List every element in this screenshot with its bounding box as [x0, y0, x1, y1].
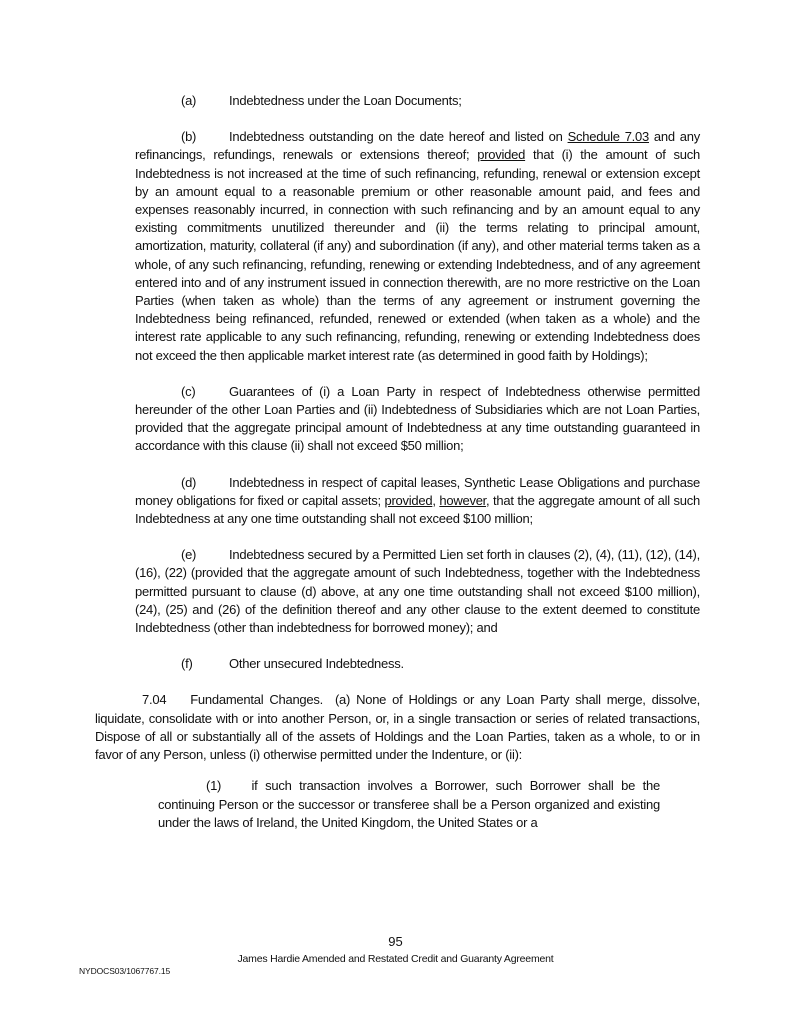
section-number: 7.04 — [142, 692, 167, 708]
clause-label: (e) — [181, 547, 197, 563]
provided-term: provided — [384, 492, 433, 508]
clause-text: that (i) the amount of such Indebtedness is not increased at the time of such refinancing, refunding, renewal or extension except by an amount equal to a reasonable premium or other reasonable amount paid, and fees and expenses reasonably incurred, in connection with such refinancing and by an amount equal to any existing commitments unutilized thereunder and (ii) the terms relating to principal amount, amortization, maturity, collateral (if any) and subordination (if any), and other material terms taken as a whole, of any such refinancing, refunding, renewing or extending Indebtedness, and of any agreement entered into and of any instrument issued in connection therewith, are no more restrictive on the Loan Parties (when taken as whole) than the terms of any agreement or instrument governing the Indebtedness being refinanced, refunded, renewed or extended (when taken as a whole) and the interest rate applicable to any such refinancing, refunding, renewing or extending Indebtedness does not exceed the then applicable market interest rate (as determined in good faith by Holdings); — [135, 147, 700, 363]
clause-text: Indebtedness under the Loan Documents; — [229, 93, 462, 108]
clause-d — [135, 474, 700, 529]
clause-e — [135, 546, 700, 637]
clause-a — [135, 92, 700, 110]
provided-term: provided — [477, 147, 526, 163]
schedule-reference: Schedule 7.03 — [567, 129, 649, 145]
document-id: NYDOCS03/1067767.15 — [79, 966, 171, 976]
clause-label: (b) — [181, 129, 197, 145]
clause-text: Indebtedness in respect of capital leases, Synthetic Lease Obligations and purchase money obligations for fixed or capital assets; — [135, 474, 700, 508]
clause-label: (c) — [181, 383, 196, 399]
clause-comma: , — [432, 492, 440, 508]
clause-c — [135, 383, 700, 456]
clause-label: (f) — [181, 656, 193, 672]
page-number: 95 — [388, 934, 403, 949]
clause-label: (d) — [181, 474, 197, 490]
section-text: (a) None of Holdings or any Loan Party shall merge, dissolve, liquidate, consolidate with or into another Person, or, in a single transaction or series of related transactions, Dispose of all or substantially all of the assets of Holdings and the Loan Parties, taken as a whole, to or in favor of any Person, unless (i) otherwise permitted under the Indenture, or (ii): — [95, 692, 700, 763]
clause-label: (a) — [181, 93, 197, 108]
clause-text: Other unsecured Indebtedness. — [229, 656, 404, 672]
sub-clause-label: (1) — [206, 778, 222, 794]
section-paragraph — [95, 691, 700, 764]
sub-clause-text: if such transaction involves a Borrower, such Borrower shall be the continuing Person or the successor or transferee shall be a Person organized and existing under the laws of Ireland, the United Kingdom, the United States or a — [158, 778, 660, 830]
section-7-04 — [95, 691, 700, 831]
section-heading: Fundamental Changes. — [190, 692, 323, 708]
footer-title: James Hardie Amended and Restated Credit and Guaranty Agreement — [237, 953, 554, 965]
clause-text: and any refinancings, refundings, renewals or extensions thereof; — [135, 129, 701, 163]
clause-text: , that the aggregate amount of all such Indebtedness at any one time outstanding shall not exceed $100 million; — [135, 492, 700, 527]
clause-b — [135, 128, 700, 365]
clause-text: Indebtedness outstanding on the date hereof and listed on — [229, 129, 568, 145]
clause-f — [135, 655, 700, 673]
document-body — [95, 92, 701, 832]
however-term: however — [439, 492, 487, 508]
clause-text: Guarantees of (i) a Loan Party in respect of Indebtedness otherwise permitted hereunder of the other Loan Parties and (ii) Indebtedness of Subsidiaries which are not Loan Parties, provided that the aggregate principal amount of Indebtedness at any time outstanding guaranteed in accordance with this clause (ii) shall not exceed $50 million; — [135, 383, 700, 454]
sub-clause-1 — [158, 777, 660, 832]
clause-text: Indebtedness secured by a Permitted Lien set forth in clauses (2), (4), (11), (12), (14), (16), (22) (provided that the aggregate amount of such Indebtedness, together with the Indebtedness permitted pursuant to clause (d) above, at any one time outstanding shall not exceed $100 million), (24), (25) and (26) of the definition thereof and any other clause to the extent deemed to constitute Indebtedness (other than indebtedness for borrowed money); and — [135, 547, 700, 636]
